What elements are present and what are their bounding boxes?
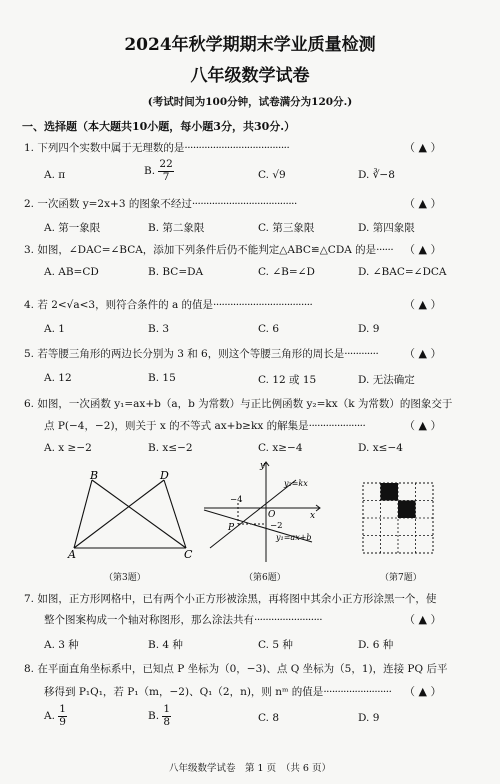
answer-slot: （ ▲ ） [404, 685, 442, 698]
segment-ab [74, 480, 92, 548]
label-x: x [310, 511, 316, 521]
option-c: C. ∠B=∠D [258, 266, 315, 278]
leader-dots: ························ [323, 686, 392, 698]
option-b: B. 3 [148, 323, 170, 335]
section-heading: 一、选择题（本大题共10小题，每小题3分，共30分.） [22, 120, 296, 133]
question-stem: 3. 如图，∠DAC=∠BCA，添加下列条件后仍不能判定△ABC≌△CDA 的是 [24, 244, 377, 256]
option-d: D. 无法确定 [358, 374, 415, 386]
option-c: C. 6 [258, 323, 280, 335]
question-stem-cont: 整个图案构成一个轴对称图形，那么涂法共有 [44, 614, 254, 626]
numerator: 22 [159, 158, 173, 170]
option-b [148, 704, 171, 728]
option-c: C. 第三象限 [258, 222, 315, 234]
leader-dots: ······ [376, 244, 394, 256]
numerator: 1 [59, 703, 66, 715]
option-c: C. √9 [258, 169, 286, 181]
leader-dots: ························ [254, 614, 323, 626]
label-y1-eq: y₁=ax+b [276, 533, 312, 542]
denominator: 7 [162, 170, 170, 183]
option-a [44, 704, 67, 728]
option-a: A. x ≥−2 [44, 442, 92, 454]
answer-slot: （ ▲ ） [404, 419, 442, 432]
question-stem: 6. 如图，一次函数 y₁=ax+b（a，b 为常数）与正比例函数 y₂=kx（k 为常数）的图象交于 [24, 398, 453, 410]
label-y2-eq: y₂=kx [284, 479, 308, 488]
label-p: P [228, 523, 235, 533]
question-8-line2 [44, 684, 391, 699]
label-y: y [260, 461, 266, 471]
option-b-label: B. [144, 165, 156, 178]
option-b: B. 4 种 [148, 639, 183, 651]
fraction [58, 704, 67, 728]
answer-slot: （ ▲ ） [404, 141, 442, 154]
answer-slot: （ ▲ ） [404, 243, 442, 256]
question-stem: 5. 若等腰三角形的两边长分别为 3 和 6，则这个等腰三角形的周长是 [24, 348, 345, 360]
option-c: C. x≥−4 [258, 442, 303, 454]
option-b: B. 第二象限 [148, 222, 205, 234]
question-2 [24, 196, 297, 211]
shaded-square [398, 501, 416, 519]
fraction [162, 704, 171, 728]
answer-slot: （ ▲ ） [404, 197, 442, 210]
question-4 [24, 297, 312, 312]
option-d: D. ∠BAC=∠DCA [358, 266, 447, 278]
option-d: D. 9 [358, 323, 380, 335]
option-b: B. BC=DA [148, 266, 204, 278]
denominator: 9 [59, 715, 66, 728]
answer-slot: （ ▲ ） [404, 347, 442, 360]
option-a: A. π [44, 169, 66, 181]
label-minus-2: −2 [270, 521, 283, 531]
option-a: A. AB=CD [44, 266, 99, 278]
question-stem: 1. 下列四个实数中属于无理数的是 [24, 142, 185, 154]
denominator: 8 [163, 715, 171, 728]
option-c: C. 8 [258, 712, 280, 724]
question-7 [24, 591, 436, 606]
option-a-label: A. [44, 710, 55, 723]
label-c: C [184, 548, 193, 560]
label-minus-4: −4 [230, 495, 243, 505]
option-b [144, 159, 174, 183]
label-d: D [160, 470, 169, 482]
question-5 [24, 346, 378, 361]
segment-bc [92, 480, 186, 548]
figure-7-grid [362, 482, 434, 554]
figure-3-caption: （第3题） [104, 573, 146, 583]
option-d: D. 第四象限 [358, 222, 415, 234]
question-stem: 8. 在平面直角坐标系中，已知点 P 坐标为（0，−3)、点 Q 坐标为（5，1)，连接 PQ 后平 [24, 663, 448, 675]
option-c: C. 12 或 15 [258, 374, 317, 386]
shaded-square [381, 483, 399, 501]
segment-dc [164, 480, 186, 548]
question-1 [24, 140, 289, 155]
figure-6-caption: （第6题） [244, 573, 286, 583]
question-stem-cont: 点 P(−4，−2)，则关于 x 的不等式 ax+b≥kx 的解集是 [44, 420, 309, 432]
question-6 [24, 396, 452, 411]
option-a: A. 1 [44, 323, 65, 335]
figure-3-triangles [60, 470, 200, 560]
option-d: D. 6 种 [358, 639, 394, 651]
question-8 [24, 661, 447, 676]
leader-dots: ····································· [184, 142, 290, 154]
option-d: D. 9 [358, 712, 380, 724]
option-d: D. x≤−4 [358, 442, 403, 454]
figure-6-graph [200, 458, 330, 568]
question-stem: 2. 一次函数 y=2x+3 的图象不经过 [24, 198, 192, 210]
figure-7-caption: （第7题） [380, 573, 422, 583]
numerator: 1 [163, 703, 171, 715]
exam-subtitle: 八年级数学试卷 [190, 66, 310, 86]
segment-ad [74, 480, 164, 548]
option-a: A. 12 [44, 372, 72, 384]
label-b: B [90, 470, 99, 482]
exam-note: (考试时间为100分钟，试卷满分为120分.) [147, 96, 353, 108]
option-a: A. 3 种 [44, 639, 79, 651]
question-stem-cont: 移得到 P₁Q₁，若 P₁（m，−2)、Q₁（2，n)，则 nᵐ 的值是 [44, 686, 324, 698]
option-d: D. ∛−8 [358, 169, 395, 181]
page-footer: 八年级数学试卷 第 1 页 （共 6 页） [169, 763, 331, 774]
leader-dots: ··································· [213, 299, 313, 311]
answer-slot: （ ▲ ） [404, 298, 442, 311]
option-c: C. 5 种 [258, 639, 293, 651]
leader-dots: ············ [344, 348, 379, 360]
option-b-label: B. [148, 710, 160, 723]
question-stem: 7. 如图，正方形网格中，已有两个小正方形被涂黑，再将图中其余小正方形涂黑一个，使 [24, 593, 437, 605]
leader-dots: ····································· [191, 198, 297, 210]
label-a: A [68, 548, 76, 560]
option-b: B. x≤−2 [148, 442, 193, 454]
question-6-line2 [44, 418, 365, 433]
question-stem: 4. 若 2<√a<3，则符合条件的 a 的值是 [24, 299, 214, 311]
option-b: B. 15 [148, 372, 176, 384]
answer-slot: （ ▲ ） [404, 613, 442, 626]
leader-dots: ···················· [308, 420, 366, 432]
question-7-line2 [44, 612, 322, 627]
label-origin: O [268, 510, 276, 520]
option-a: A. 第一象限 [44, 222, 101, 234]
question-3 [24, 242, 393, 257]
exam-title: 2024年秋学期期末学业质量检测 [124, 35, 376, 55]
fraction [158, 159, 173, 183]
